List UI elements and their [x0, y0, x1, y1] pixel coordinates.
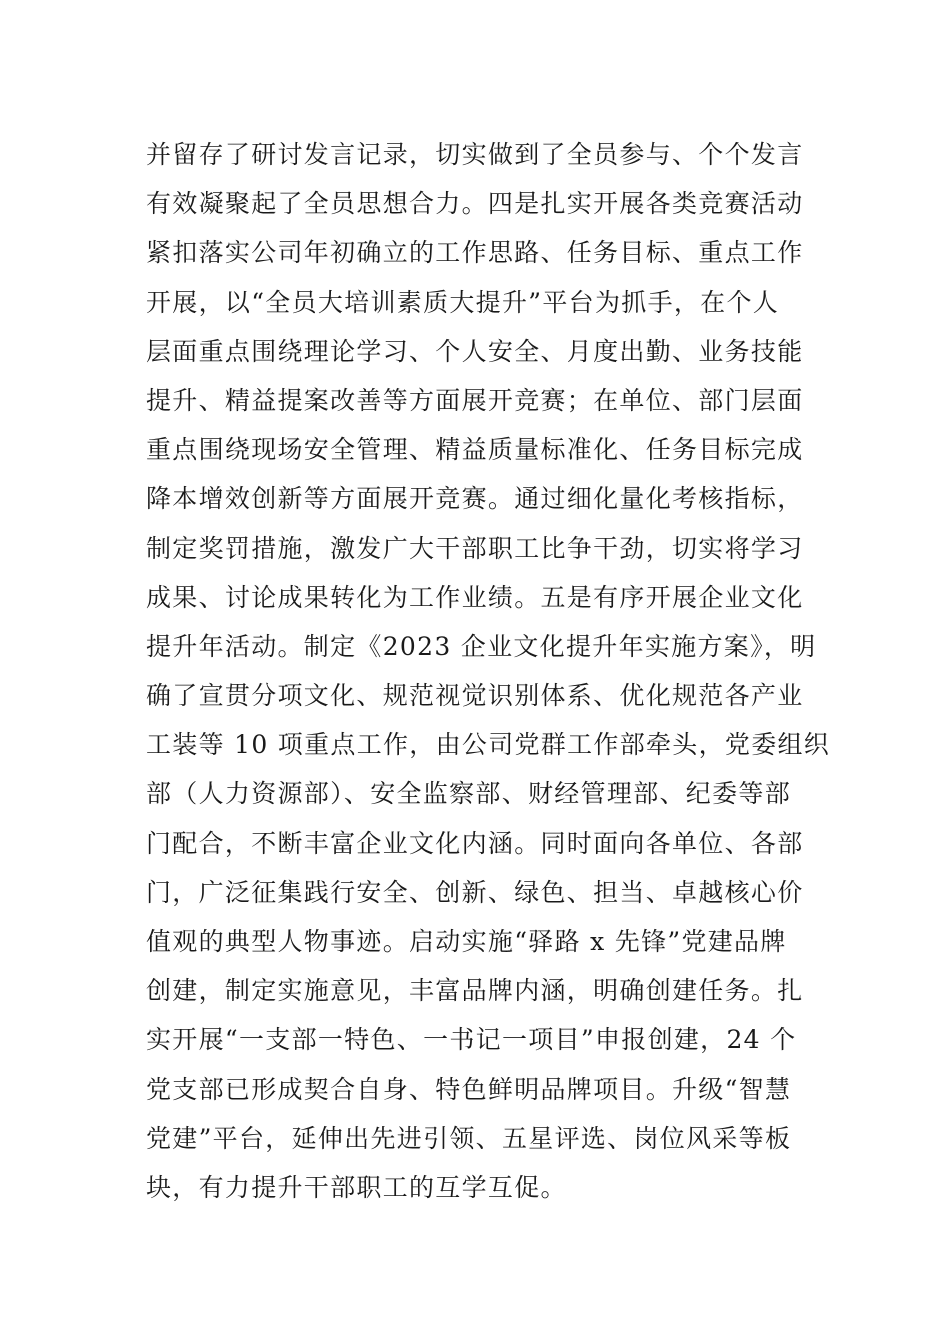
text-line: 重点围绕现场安全管理、精益质量标准化、任务目标完成 [146, 435, 804, 465]
text-line: 提升、精益提案改善等方面展开竞赛；在单位、部门层面 [146, 385, 804, 415]
text-line: 党建”平台，延伸出先进引领、五星评选、岗位风采等板 [146, 1123, 792, 1153]
text-line: 块，有力提升干部职工的互学互促。 [146, 1172, 567, 1202]
text-line: 门配合，不断丰富企业文化内涵。同时面向各单位、各部 [146, 828, 804, 858]
text-line: 降本增效创新等方面展开竞赛。通过细化量化考核指标， [146, 484, 804, 514]
text-line: 层面重点围绕理论学习、个人安全、月度出勤、业务技能 [146, 336, 804, 366]
text-line: 实开展“一支部一特色、一书记一项目”申报创建，24 个 [146, 1025, 797, 1055]
body-paragraph [146, 130, 831, 1212]
text-line: 成果、讨论成果转化为工作业绩。五是有序开展企业文化 [146, 582, 804, 612]
text-line: 确了宣贯分项文化、规范视觉识别体系、优化规范各产业 [146, 681, 804, 711]
text-line: 并留存了研讨发言记录，切实做到了全员参与、个个发言 [146, 140, 804, 169]
text-line: 创建，制定实施意见，丰富品牌内涵，明确创建任务。扎 [146, 976, 804, 1006]
text-line: 门，广泛征集践行安全、创新、绿色、担当、卓越核心价 [146, 877, 804, 907]
text-line: 值观的典型人物事迹。启动实施“驿路 x 先锋”党建品牌 [146, 927, 787, 956]
text-line: 党支部已形成契合自身、特色鲜明品牌项目。升级“智慧 [146, 1074, 792, 1104]
text-line: 紧扣落实公司年初确立的工作思路、任务目标、重点工作 [146, 238, 804, 268]
text-line: 工装等 10 项重点工作，由公司党群工作部牵头，党委组织 [146, 730, 831, 760]
text-line: 有效凝聚起了全员思想合力。四是扎实开展各类竞赛活动 [146, 189, 804, 219]
text-line: 开展，以“全员大培训素质大提升”平台为抓手，在个人 [146, 287, 780, 317]
text-line: 部（人力资源部）、安全监察部、财经管理部、纪委等部 [146, 779, 792, 809]
text-line: 提升年活动。制定《2023 企业文化提升年实施方案》，明 [146, 631, 817, 661]
text-line: 制定奖罚措施，激发广大干部职工比争干劲，切实将学习 [146, 533, 804, 563]
